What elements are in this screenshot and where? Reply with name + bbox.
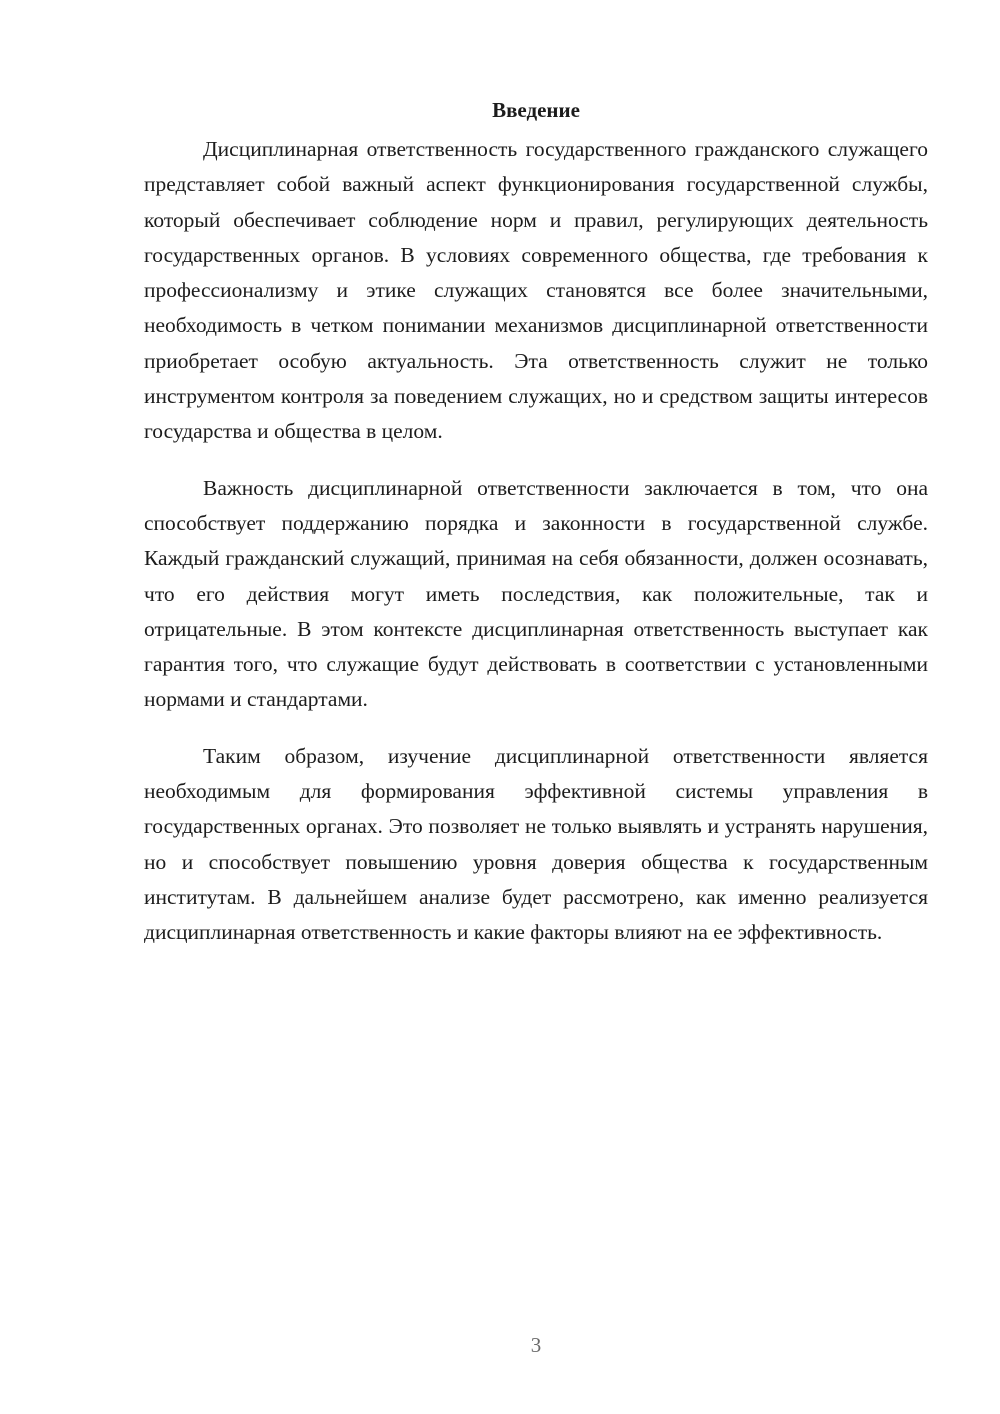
section-heading: Введение	[492, 98, 580, 122]
paragraph-3: Таким образом, изучение дисциплинарной ответственности является необходимым для формирования эффективной системы управления в государственных органах. Это позволяет не только выявлять и устранять нарушения, но и способствует повышению уровня доверия общества к государственным институтам. В дальнейшем анализе будет рассмотрено, как именно реализуется дисциплинарная ответственность и какие факторы влияют на ее эффективность.	[144, 743, 928, 945]
paragraph-1: Дисциплинарная ответственность государственного гражданского служащего представляет собой важный аспект функционирования государственной службы, который обеспечивает соблюдение норм и правил, регулирующих деятельность государственных органов. В условиях современного общества, где требования к профессионализму и этике служащих становятся все более значительными, необходимость в четком понимании механизмов дисциплинарной ответственности приобретает особую актуальность. Эта ответственность служит не только инструментом контроля за поведением служащих, но и средством защиты интересов государства и общества в целом.	[144, 137, 928, 444]
paragraph-2: Важность дисциплинарной ответственности заключается в том, что она способствует поддержанию порядка и законности в государственной службе. Каждый гражданский служащий, принимая на себя обязанности, должен осознавать, что его действия могут иметь последствия, как положительные, так и отрицательные. В этом контексте дисциплинарная ответственность выступает как гарантия того, что служащие будут действовать в соответствии с установленными нормами и стандартами.	[144, 475, 928, 712]
page-content	[144, 90, 928, 972]
page-number: 3	[530, 1333, 542, 1357]
